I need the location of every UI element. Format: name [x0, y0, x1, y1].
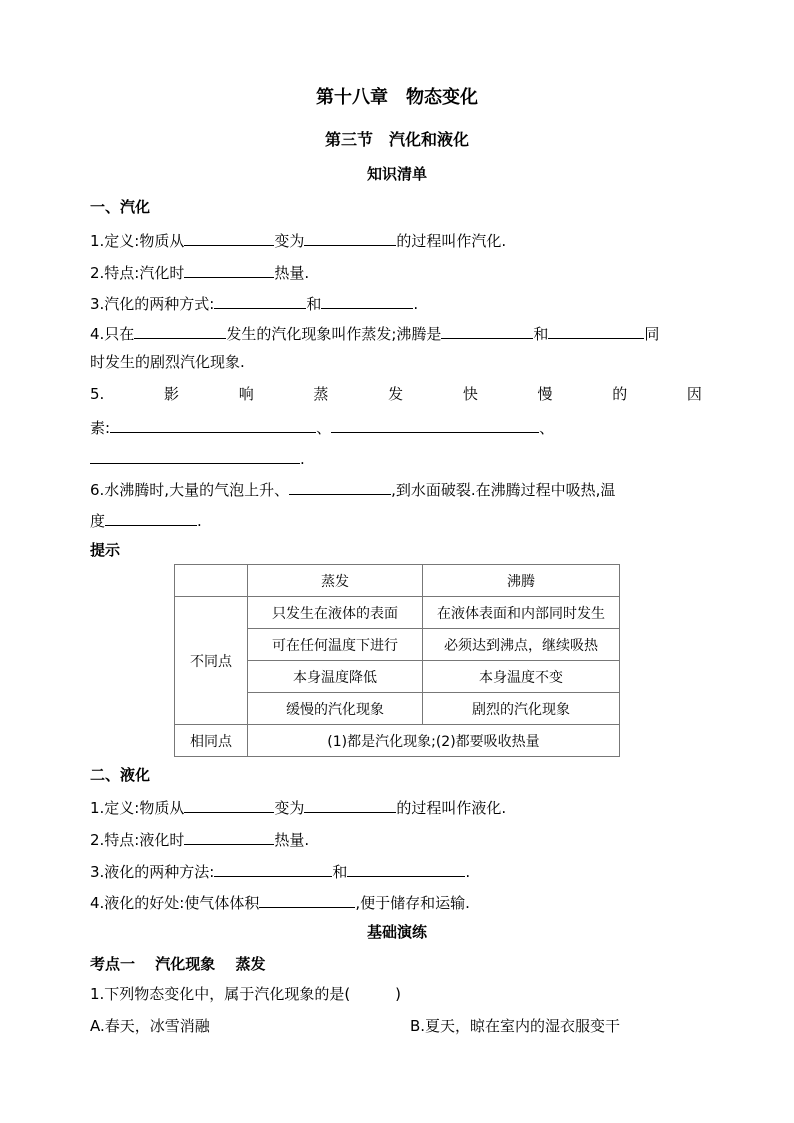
answer-blank[interactable] [184, 796, 274, 813]
answer-blank[interactable] [90, 447, 300, 464]
kaodian-heading: 考点一 汽化现象 蒸发 [90, 955, 266, 973]
answer-blank[interactable] [184, 229, 274, 246]
option-a[interactable]: A.春天，冰雪消融 [90, 1017, 210, 1035]
table-cell: 在液体表面和内部同时发生 [423, 597, 620, 629]
answer-blank[interactable] [134, 322, 226, 339]
answer-blank[interactable] [184, 828, 274, 845]
question-1: 1.下列物态变化中，属于汽化现象的是( ) [90, 985, 402, 1003]
answer-blank[interactable] [259, 891, 355, 908]
vaporization-q4-line1: 4.只在 发生的汽化现象叫作蒸发;沸腾是 和 同 [90, 322, 659, 344]
chapter-title: 第十八章 物态变化 [316, 87, 478, 108]
table-cell: 剧烈的汽化现象 [423, 693, 620, 725]
answer-blank[interactable] [441, 322, 533, 339]
answer-blank[interactable] [548, 322, 644, 339]
section-heading-vaporization: 一、汽化 [90, 198, 151, 216]
table-cell: 缓慢的汽化现象 [248, 693, 423, 725]
answer-blank[interactable] [110, 416, 316, 433]
section-heading-liquefaction: 二、液化 [90, 766, 151, 784]
liquefaction-q3: 3.液化的两种方法: 和 . [90, 860, 470, 882]
vaporization-q4-line2: 时发生的剧烈汽化现象. [90, 353, 245, 371]
answer-blank[interactable] [184, 261, 274, 278]
vaporization-q6-line2: 度 . [90, 509, 202, 531]
answer-blank[interactable] [214, 292, 306, 309]
vaporization-q6-line1: 6.水沸腾时,大量的气泡上升、 ,到水面破裂.在沸腾过程中吸热,温 [90, 478, 615, 500]
answer-blank[interactable] [331, 416, 539, 433]
answer-blank[interactable] [304, 229, 396, 246]
vaporization-q2: 2.特点:汽化时 热量. [90, 261, 309, 283]
tip-heading: 提示 [90, 541, 121, 559]
vaporization-q5-line1: 5. 影 响 蒸 发 快 慢 的 因 [90, 385, 702, 403]
table-cell: 必须达到沸点，继续吸热 [423, 629, 620, 661]
answer-blank[interactable] [321, 292, 413, 309]
practice-title: 基础演练 [366, 923, 427, 941]
liquefaction-q4: 4.液化的好处:使气体体积 ,便于储存和运输. [90, 891, 470, 913]
answer-blank[interactable] [347, 860, 465, 877]
vaporization-q5-line2: 素: 、 、 [90, 416, 554, 438]
option-b[interactable]: B.夏天，晾在室内的湿衣服变干 [410, 1017, 621, 1035]
table-row [175, 597, 620, 629]
vaporization-q1: 1.定义:物质从 变为 的过程叫作汽化. [90, 229, 506, 251]
answer-blank[interactable] [289, 478, 391, 495]
table-cell: 可在任何温度下进行 [248, 629, 423, 661]
table-header-boiling: 沸腾 [423, 565, 620, 597]
row-label-differences: 不同点 [175, 597, 248, 725]
knowledge-list-title: 知识清单 [366, 165, 427, 183]
section-title: 第三节 汽化和液化 [324, 130, 469, 149]
table-cell-similarities: (1)都是汽化现象;(2)都要吸收热量 [248, 725, 620, 757]
table-cell: 本身温度降低 [248, 661, 423, 693]
answer-blank[interactable] [304, 796, 396, 813]
vaporization-q5-line3: . [90, 447, 305, 469]
answer-blank[interactable] [214, 860, 332, 877]
vaporization-q3: 3.汽化的两种方式: 和 . [90, 292, 418, 314]
table-cell: 只发生在液体的表面 [248, 597, 423, 629]
table-header-evaporation: 蒸发 [248, 565, 423, 597]
liquefaction-q2: 2.特点:液化时 热量. [90, 828, 309, 850]
table-cell: 本身温度不变 [423, 661, 620, 693]
liquefaction-q1: 1.定义:物质从 变为 的过程叫作液化. [90, 796, 506, 818]
table-corner-cell [175, 565, 248, 597]
table-header-row [175, 565, 620, 597]
row-label-similarities: 相同点 [175, 725, 248, 757]
table-row [175, 725, 620, 757]
comparison-table [174, 564, 620, 757]
answer-blank[interactable] [105, 509, 197, 526]
